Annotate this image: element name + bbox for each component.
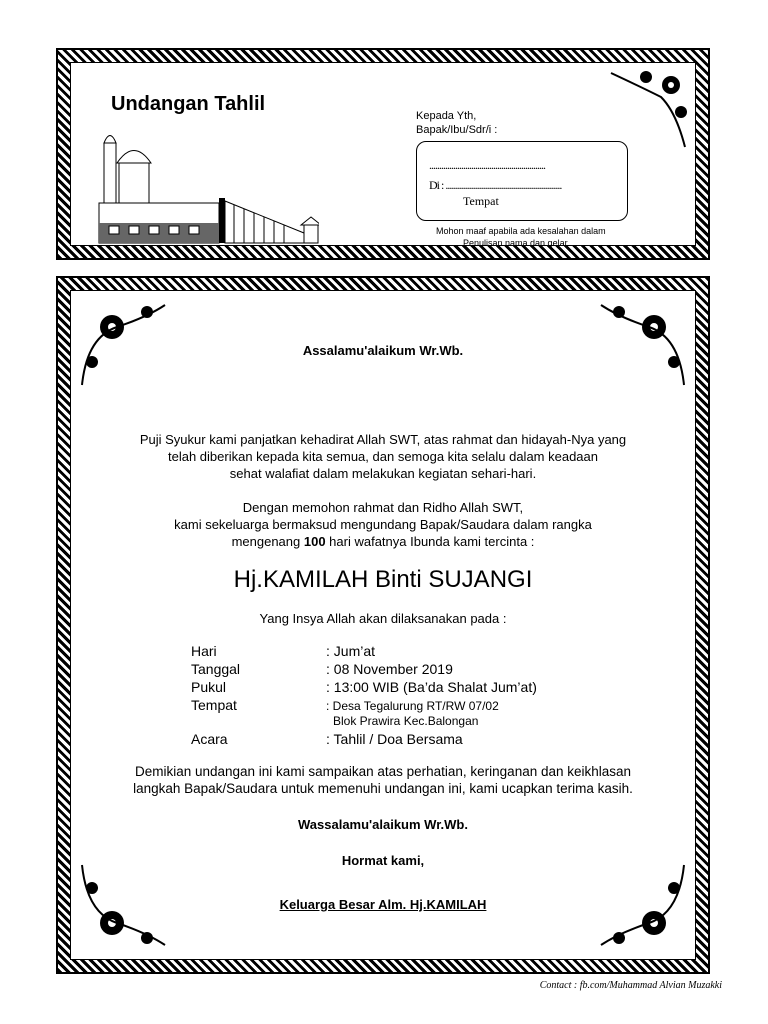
para2-line-3-post: hari wafatnya Ibunda kami tercinta : bbox=[325, 534, 535, 549]
pukul-value: : 13:00 WIB (Ba’da Shalat Jum’at) bbox=[326, 679, 537, 695]
recipient-label: Bapak/Ibu/Sdr/i : bbox=[416, 124, 498, 136]
invitation-card bbox=[56, 276, 710, 974]
apology-line-2: Penulisan nama dan gelar bbox=[463, 238, 568, 248]
closing-paragraph bbox=[71, 763, 695, 797]
tempat-value-2: Blok Prawira Kec.Balongan bbox=[333, 714, 479, 728]
paragraph-1 bbox=[71, 431, 695, 482]
closing-line-1: Demikian undangan ini kami sampaikan atas perhatian, keringanan dan keikhlasan bbox=[134, 764, 632, 779]
floral-corner-top-left-icon bbox=[77, 297, 167, 387]
address-box bbox=[416, 141, 628, 221]
tempat-label: Tempat bbox=[463, 194, 499, 208]
envelope-card bbox=[56, 48, 710, 260]
para2-line-2: kami sekeluarga bermaksud mengundang Bapak/Saudara dalam rangka bbox=[174, 517, 592, 532]
pukul-label: Pukul bbox=[191, 679, 227, 695]
apology-line-1: Mohon maaf apabila ada kesalahan dalam bbox=[436, 226, 606, 236]
address-line[interactable]: Di : .......................................................... bbox=[429, 178, 562, 192]
acara-value: : Tahlil / Doa Bersama bbox=[326, 731, 463, 747]
envelope-inner bbox=[70, 62, 696, 246]
para1-line-2: telah diberikan kepada kita semua, dan semoga kita selalu dalam keadaan bbox=[168, 449, 598, 464]
para2-line-3 bbox=[71, 533, 695, 550]
hari-value: : Jum’at bbox=[326, 643, 376, 659]
acara-label: Acara bbox=[191, 731, 228, 747]
day-count: 100 bbox=[303, 534, 326, 549]
signature: Keluarga Besar Alm. Hj.KAMILAH bbox=[279, 897, 487, 912]
para1-line-3: sehat walafiat dalam melakukan kegiatan sehari-hari. bbox=[229, 466, 537, 481]
to-label: Kepada Yth, bbox=[416, 110, 477, 122]
para2-line-3-pre: mengenang bbox=[231, 534, 304, 549]
para1-line-1: Puji Syukur kami panjatkan kehadirat Allah SWT, atas rahmat dan hidayah-Nya yang bbox=[139, 432, 627, 447]
mosque-illustration bbox=[89, 123, 319, 248]
para2-line-1: Dengan memohon rahmat dan Ridho Allah SWT, bbox=[242, 500, 524, 515]
event-intro: Yang Insya Allah akan dilaksanakan pada : bbox=[259, 611, 507, 626]
greeting: Assalamu'alaikum Wr.Wb. bbox=[302, 343, 464, 358]
invitation-inner bbox=[70, 290, 696, 960]
tempat-value-1: : Desa Tegalurung RT/RW 07/02 bbox=[326, 699, 499, 713]
tanggal-value: : 08 November 2019 bbox=[326, 661, 453, 677]
regards: Hormat kami, bbox=[341, 853, 425, 868]
farewell: Wassalamu'alaikum Wr.Wb. bbox=[298, 817, 468, 832]
tanggal-label: Tanggal bbox=[191, 661, 241, 677]
recipient-line[interactable]: .......................................................... bbox=[429, 158, 545, 172]
envelope-title: Undangan Tahlil bbox=[111, 93, 266, 115]
tempat-label: Tempat bbox=[191, 697, 237, 713]
floral-corner-top-right-icon bbox=[599, 297, 689, 387]
paragraph-2 bbox=[71, 499, 695, 550]
floral-corner-ornament bbox=[601, 67, 691, 157]
deceased-name: Hj.KAMILAH Binti SUJANGI bbox=[233, 566, 533, 593]
hari-label: Hari bbox=[191, 643, 217, 659]
contact-footer: Contact : fb.com/Muhammad Alvian Muzakki bbox=[539, 980, 722, 991]
closing-line-2: langkah Bapak/Saudara untuk memenuhi undangan ini, kami ucapkan terima kasih. bbox=[133, 781, 633, 796]
